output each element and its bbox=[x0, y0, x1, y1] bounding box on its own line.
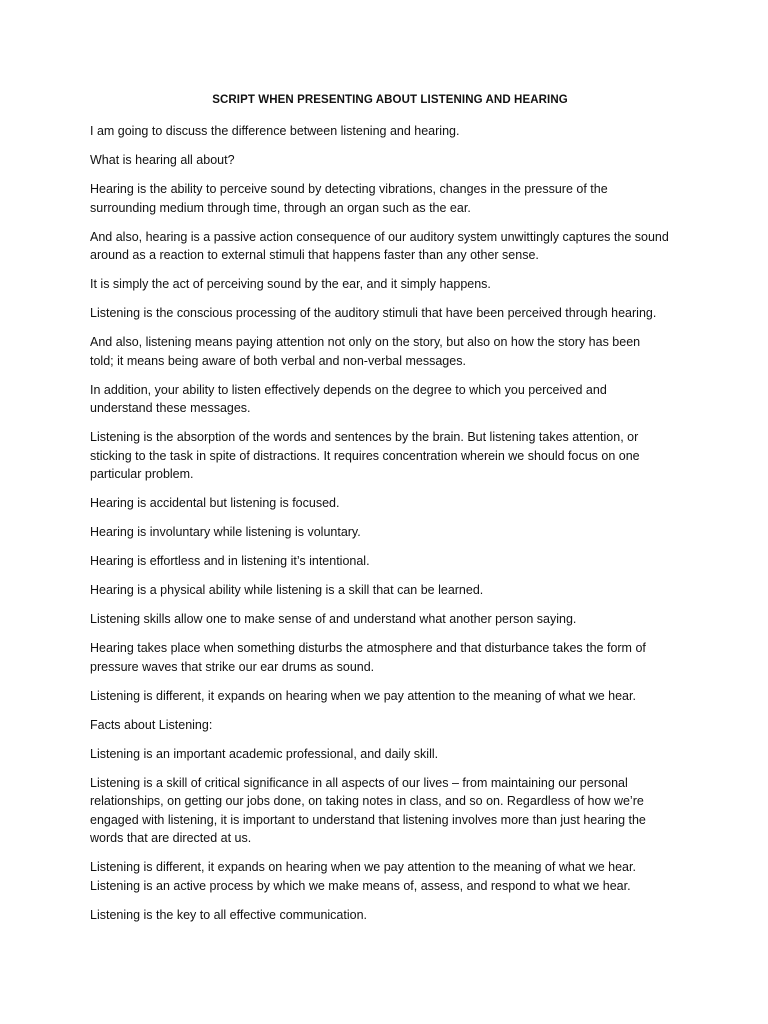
paragraph bbox=[90, 428, 690, 484]
paragraph bbox=[90, 687, 690, 706]
paragraph-line: Hearing is the ability to perceive sound by detecting vibrations, changes in the pressure of the bbox=[90, 182, 608, 196]
paragraph bbox=[90, 639, 690, 676]
paragraph-line: I am going to discuss the difference between listening and hearing. bbox=[90, 124, 460, 138]
paragraph-line: Hearing is involuntary while listening is voluntary. bbox=[90, 525, 361, 539]
paragraph-line: relationships, on getting our jobs done, on taking notes in class, and so on. Regardless of how we’re bbox=[90, 794, 644, 808]
paragraph-line: particular problem. bbox=[90, 467, 194, 481]
paragraph-line: understand these messages. bbox=[90, 401, 251, 415]
paragraph bbox=[90, 906, 690, 925]
paragraph bbox=[90, 151, 690, 170]
paragraph-line: Listening is the absorption of the words and sentences by the brain. But listening takes attention, or bbox=[90, 430, 639, 444]
paragraph bbox=[90, 745, 690, 764]
paragraph-line: Facts about Listening: bbox=[90, 717, 213, 732]
paragraph bbox=[90, 333, 690, 370]
paragraph-line: Hearing is effortless and in listening it’s intentional. bbox=[90, 554, 370, 568]
paragraph bbox=[90, 610, 690, 629]
paragraph bbox=[90, 716, 690, 735]
paragraph-line: And also, hearing is a passive action consequence of our auditory system unwittingly captures the sound bbox=[90, 229, 669, 244]
paragraph-line: It is simply the act of perceiving sound by the ear, and it simply happens. bbox=[90, 277, 491, 291]
paragraph bbox=[90, 122, 690, 141]
paragraph bbox=[90, 381, 690, 418]
paragraph-line: Hearing takes place when something disturbs the atmosphere and that disturbance takes the form of bbox=[90, 641, 646, 655]
paragraph-line: Listening is a skill of critical significance in all aspects of our lives – from maintaining our personal bbox=[90, 775, 628, 790]
paragraph-line: Listening is the conscious processing of the auditory stimuli that have been perceived through hearing. bbox=[90, 306, 657, 320]
paragraph-line: Listening skills allow one to make sense of and understand what another person saying. bbox=[90, 612, 577, 626]
paragraph-line: pressure waves that strike our ear drums as sound. bbox=[90, 659, 375, 674]
paragraph bbox=[90, 304, 690, 323]
document-title: SCRIPT WHEN PRESENTING ABOUT LISTENING AND HEARING bbox=[212, 94, 568, 106]
paragraph-line: Listening is an active process by which we make means of, assess, and respond to what we hear. bbox=[90, 878, 631, 893]
paragraph bbox=[90, 228, 690, 265]
paragraph-line: What is hearing all about? bbox=[90, 153, 235, 167]
paragraph-line: And also, listening means paying attention not only on the story, but also on how the story has been bbox=[90, 335, 641, 349]
paragraph-line: Hearing is accidental but listening is focused. bbox=[90, 496, 340, 510]
paragraph bbox=[90, 494, 690, 513]
paragraph bbox=[90, 180, 690, 217]
paragraph-line: around as a reaction to external stimuli that happens faster than any other sense. bbox=[90, 248, 539, 262]
paragraph-line: Hearing is a physical ability while listening is a skill that can be learned. bbox=[90, 583, 484, 597]
paragraph-line: told; it means being aware of both verbal and non-verbal messages. bbox=[90, 353, 466, 368]
paragraph-line: surrounding medium through time, through an organ such as the ear. bbox=[90, 200, 471, 215]
paragraph-line: Listening is different, it expands on hearing when we pay attention to the meaning of what we hear. bbox=[90, 860, 636, 874]
paragraph bbox=[90, 552, 690, 571]
paragraph-line: Listening is an important academic professional, and daily skill. bbox=[90, 746, 439, 761]
paragraph bbox=[90, 774, 690, 848]
paragraph-line: sticking to the task in spite of distractions. It requires concentration wherein we should focus on one bbox=[90, 448, 640, 463]
paragraph-line: Listening is the key to all effective communication. bbox=[90, 907, 367, 922]
paragraph-line: Listening is different, it expands on hearing when we pay attention to the meaning of what we hear. bbox=[90, 688, 636, 703]
paragraph bbox=[90, 275, 690, 294]
paragraph-line: In addition, your ability to listen effectively depends on the degree to which you perceived and bbox=[90, 382, 607, 397]
document-body bbox=[90, 122, 690, 924]
paragraph bbox=[90, 858, 690, 895]
paragraph-line: words that are directed at us. bbox=[90, 831, 252, 845]
document-page bbox=[90, 92, 690, 935]
paragraph bbox=[90, 581, 690, 600]
paragraph-line: engaged with listening, it is important to understand that listening involves more than just hearing the bbox=[90, 812, 646, 827]
paragraph bbox=[90, 523, 690, 542]
